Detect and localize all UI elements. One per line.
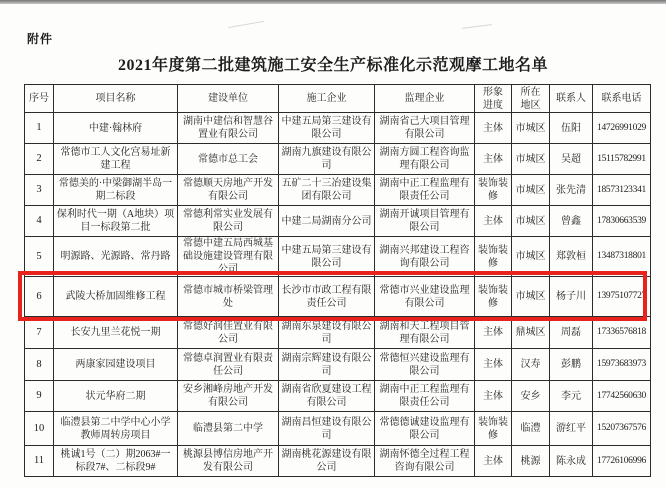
cell-district: 桃源	[512, 446, 550, 477]
cell-supervisor: 湖南开诚项目管理有限公司	[375, 206, 475, 237]
header-progress: 形象进度	[475, 85, 512, 113]
cell-progress: 装饰装修	[475, 277, 512, 317]
cell-phone: 13487318801	[593, 237, 651, 277]
cell-contractor: 中建二局湖南分公司	[279, 206, 375, 237]
cell-district: 市城区	[512, 206, 550, 237]
cell-no: 7	[25, 317, 54, 349]
cell-contact: 伍阳	[550, 113, 593, 144]
cell-phone: 18573123341	[593, 175, 651, 206]
cell-contractor: 湖南桃花源建设有限公司	[279, 446, 375, 477]
cell-contractor: 湖南省欣夏建设工程有限公司	[279, 381, 375, 412]
cell-contractor: 中建五局第三建设有限公司	[279, 113, 375, 144]
scan-artifact-top-bar	[0, 0, 666, 4]
cell-district: 鼎城区	[512, 317, 550, 349]
cell-district: 市城区	[512, 175, 550, 206]
table-row	[25, 277, 651, 317]
cell-district: 汉寿	[512, 349, 550, 381]
header-supervisor: 监理企业	[375, 85, 475, 113]
cell-phone: 17742560630	[593, 381, 651, 412]
cell-phone: 15973683973	[593, 349, 651, 381]
cell-no: 8	[25, 349, 54, 381]
cell-contractor: 中建五局第三建设有限公司	[279, 237, 375, 277]
cell-progress: 主体	[475, 206, 512, 237]
cell-contact: 张先清	[550, 175, 593, 206]
cell-contact: 吴超	[550, 144, 593, 175]
header-phone: 联系电话	[593, 85, 651, 113]
cell-no: 1	[25, 113, 54, 144]
cell-phone: 15207367576	[593, 412, 651, 446]
cell-progress: 主体	[475, 349, 512, 381]
table-body	[25, 113, 651, 477]
table-row	[25, 206, 651, 237]
cell-owner: 常德好润佳置业有限公司	[178, 317, 279, 349]
table-row	[25, 144, 651, 175]
header-no: 序号	[25, 85, 54, 113]
cell-no: 10	[25, 412, 54, 446]
table-row	[25, 446, 651, 477]
cell-supervisor: 常德市兴业建设监理有限公司	[375, 277, 475, 317]
cell-contractor: 湖南昌恒建设有限公司	[279, 412, 375, 446]
cell-supervisor: 常德恒兴建设监理有限公司	[375, 349, 475, 381]
cell-district: 临澧	[512, 412, 550, 446]
cell-progress: 主体	[475, 381, 512, 412]
header-district: 所在地区	[512, 85, 550, 113]
cell-phone: 13975107727	[593, 277, 651, 317]
header-project: 项目名称	[54, 85, 178, 113]
cell-supervisor: 湖南方圆工程咨询监理有限公司	[375, 144, 475, 175]
cell-supervisor: 湖南怀德全过程工程咨询有限公司	[375, 446, 475, 477]
cell-supervisor: 湖南省己大项目管理有限公司	[375, 113, 475, 144]
table-header-row	[25, 85, 651, 113]
table-row	[25, 349, 651, 381]
cell-project: 武陵大桥加固维修工程	[54, 277, 178, 317]
cell-owner: 常德中建五局西城基础设施建设管理有限公司	[178, 237, 279, 277]
cell-project: 常德美的·中梁御湖半岛一期二标段	[54, 175, 178, 206]
cell-contact: 游红平	[550, 412, 593, 446]
cell-supervisor: 湖南中正工程监理有限责任公司	[375, 381, 475, 412]
header-contact: 联系人	[550, 85, 593, 113]
cell-phone: 14726991029	[593, 113, 651, 144]
cell-contractor: 长沙市市政工程有限责任公司	[279, 277, 375, 317]
cell-phone: 17830663539	[593, 206, 651, 237]
cell-contractor: 五矿二十三冶建设集团有限公司	[279, 175, 375, 206]
cell-progress: 主体	[475, 113, 512, 144]
table-row	[25, 317, 651, 349]
cell-district: 市城区	[512, 144, 550, 175]
cell-contact: 郑敦桓	[550, 237, 593, 277]
cell-owner: 常德市城市桥梁管理处	[178, 277, 279, 317]
cell-owner: 桃源县博信房地产开发有限公司	[178, 446, 279, 477]
cell-supervisor: 湖南和天工程项目管理有限公司	[375, 317, 475, 349]
cell-project: 临澧县第二中学中心小学教师周转房项目	[54, 412, 178, 446]
cell-owner: 常德市总工会	[178, 144, 279, 175]
cell-owner: 常德利常实业发展有限公司	[178, 206, 279, 237]
cell-district: 安乡	[512, 381, 550, 412]
scan-smudge-mark	[228, 21, 264, 28]
cell-supervisor: 湖南兴邦建设工程咨询有限公司	[375, 237, 475, 277]
header-contractor: 施工企业	[279, 85, 375, 113]
cell-progress: 主体	[475, 317, 512, 349]
cell-project: 中建·翰林府	[54, 113, 178, 144]
cell-district: 市城区	[512, 237, 550, 277]
cell-contractor: 湖南东泉建设有限公司	[279, 317, 375, 349]
cell-progress: 装饰装修	[475, 412, 512, 446]
cell-contact: 彭鹏	[550, 349, 593, 381]
cell-no: 2	[25, 144, 54, 175]
cell-phone: 17336576818	[593, 317, 651, 349]
cell-district: 市城区	[512, 113, 550, 144]
cell-no: 11	[25, 446, 54, 477]
cell-contact: 李元	[550, 381, 593, 412]
cell-progress: 装饰装修	[475, 237, 512, 277]
cell-project: 桃诚1号（二）期2063#一标段7#、二标段9#	[54, 446, 178, 477]
cell-progress: 主体	[475, 144, 512, 175]
cell-owner: 常德卓润置业有限责任公司	[178, 349, 279, 381]
table-row	[25, 412, 651, 446]
cell-phone: 17726106996	[593, 446, 651, 477]
cell-no: 6	[25, 277, 54, 317]
cell-no: 9	[25, 381, 54, 412]
cell-contact: 周磊	[550, 317, 593, 349]
table-row	[25, 175, 651, 206]
attachment-label: 附件	[27, 32, 54, 46]
cell-contact: 杨子川	[550, 277, 593, 317]
cell-phone: 15115782991	[593, 144, 651, 175]
page-title: 2021年度第二批建筑施工安全生产标准化示范观摩工地名单	[117, 57, 548, 74]
cell-owner: 湖南中建信和智慧谷置业有限公司	[178, 113, 279, 144]
cell-contact: 陈永成	[550, 446, 593, 477]
cell-progress: 主体	[475, 446, 512, 477]
cell-contact: 曾鑫	[550, 206, 593, 237]
header-owner: 建设单位	[178, 85, 279, 113]
cell-district: 市城区	[512, 277, 550, 317]
roster-table	[24, 84, 651, 477]
cell-no: 3	[25, 175, 54, 206]
cell-no: 5	[25, 237, 54, 277]
cell-supervisor: 湖南中正工程监理有限责任公司	[375, 175, 475, 206]
cell-no: 4	[25, 206, 54, 237]
cell-contractor: 湖南九旗建设有限公司	[279, 144, 375, 175]
cell-owner: 常德顺天房地产开发有限公司	[178, 175, 279, 206]
cell-supervisor: 常德德诚建设监理有限公司	[375, 412, 475, 446]
cell-project: 长安九里兰花悦一期	[54, 317, 178, 349]
cell-project: 常德市工人文化宫易址新建工程	[54, 144, 178, 175]
cell-owner: 临澧县第二中学	[178, 412, 279, 446]
cell-project: 两康家园建设项目	[54, 349, 178, 381]
table-row	[25, 237, 651, 277]
table-row	[25, 113, 651, 144]
cell-project: 明源路、光源路、常丹路	[54, 237, 178, 277]
cell-contractor: 湖南宗辉建设有限公司	[279, 349, 375, 381]
table-row	[25, 381, 651, 412]
cell-project: 状元华府二期	[54, 381, 178, 412]
cell-owner: 安乡湘峰房地产开发有限公司	[178, 381, 279, 412]
scan-smudge-mark	[462, 24, 492, 29]
cell-project: 保利时代一期（A地块）项目一标段第二批	[54, 206, 178, 237]
cell-progress: 装饰装修	[475, 175, 512, 206]
